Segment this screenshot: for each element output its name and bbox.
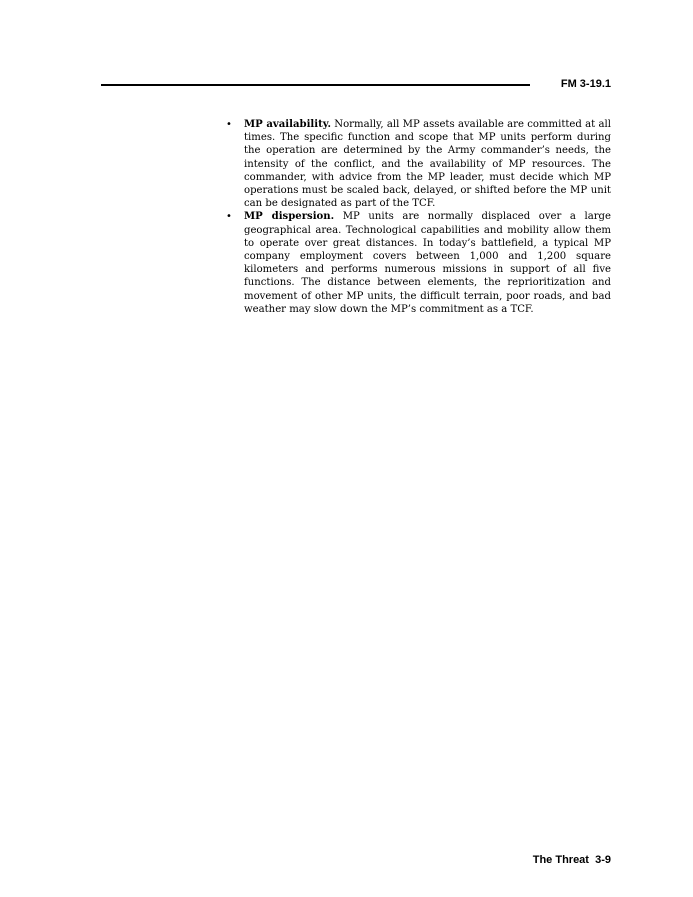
footer-page-number: 3-9 — [595, 854, 611, 866]
bullet-text: MP units are normally displaced over a large geographical area. Technological capabilities and mobility allow them to operate over great distances. In today’s battlefield, a typical MP company employment covers between 1,000 and 1,200 square kilometers and performs numerous missions in support of all five functions. The distance between elements, the reprioritization and movement of other MP units, the difficult terrain, poor roads, and bad weather may slow down the MP’s commitment as a TCF. — [244, 211, 611, 315]
bullet-item-mp-availability — [222, 118, 611, 210]
header-document-id: FM 3-19.1 — [560, 78, 611, 90]
footer-section-title: The Threat — [532, 854, 589, 866]
bullet-text: Normally, all MP assets available are committed at all times. The specific function and scope that MP units perform during the operation are determined by the Army commander’s needs, the intensity of the conflict, and the availability of MP resources. The commander, with advice from the MP leader, must decide which MP operations must be scaled back, delayed, or shifted before the MP unit can be designated as part of the TCF. — [244, 119, 611, 210]
page-footer — [533, 854, 611, 866]
bullet-term: MP availability. — [244, 119, 331, 130]
bullet-icon: • — [226, 211, 232, 223]
bullet-term: MP dispersion. — [244, 211, 335, 223]
body-content — [222, 118, 611, 316]
bullet-icon: • — [226, 119, 232, 130]
bullet-item-mp-dispersion — [222, 210, 611, 316]
bullet-list — [222, 118, 611, 316]
header-rule — [101, 84, 530, 86]
